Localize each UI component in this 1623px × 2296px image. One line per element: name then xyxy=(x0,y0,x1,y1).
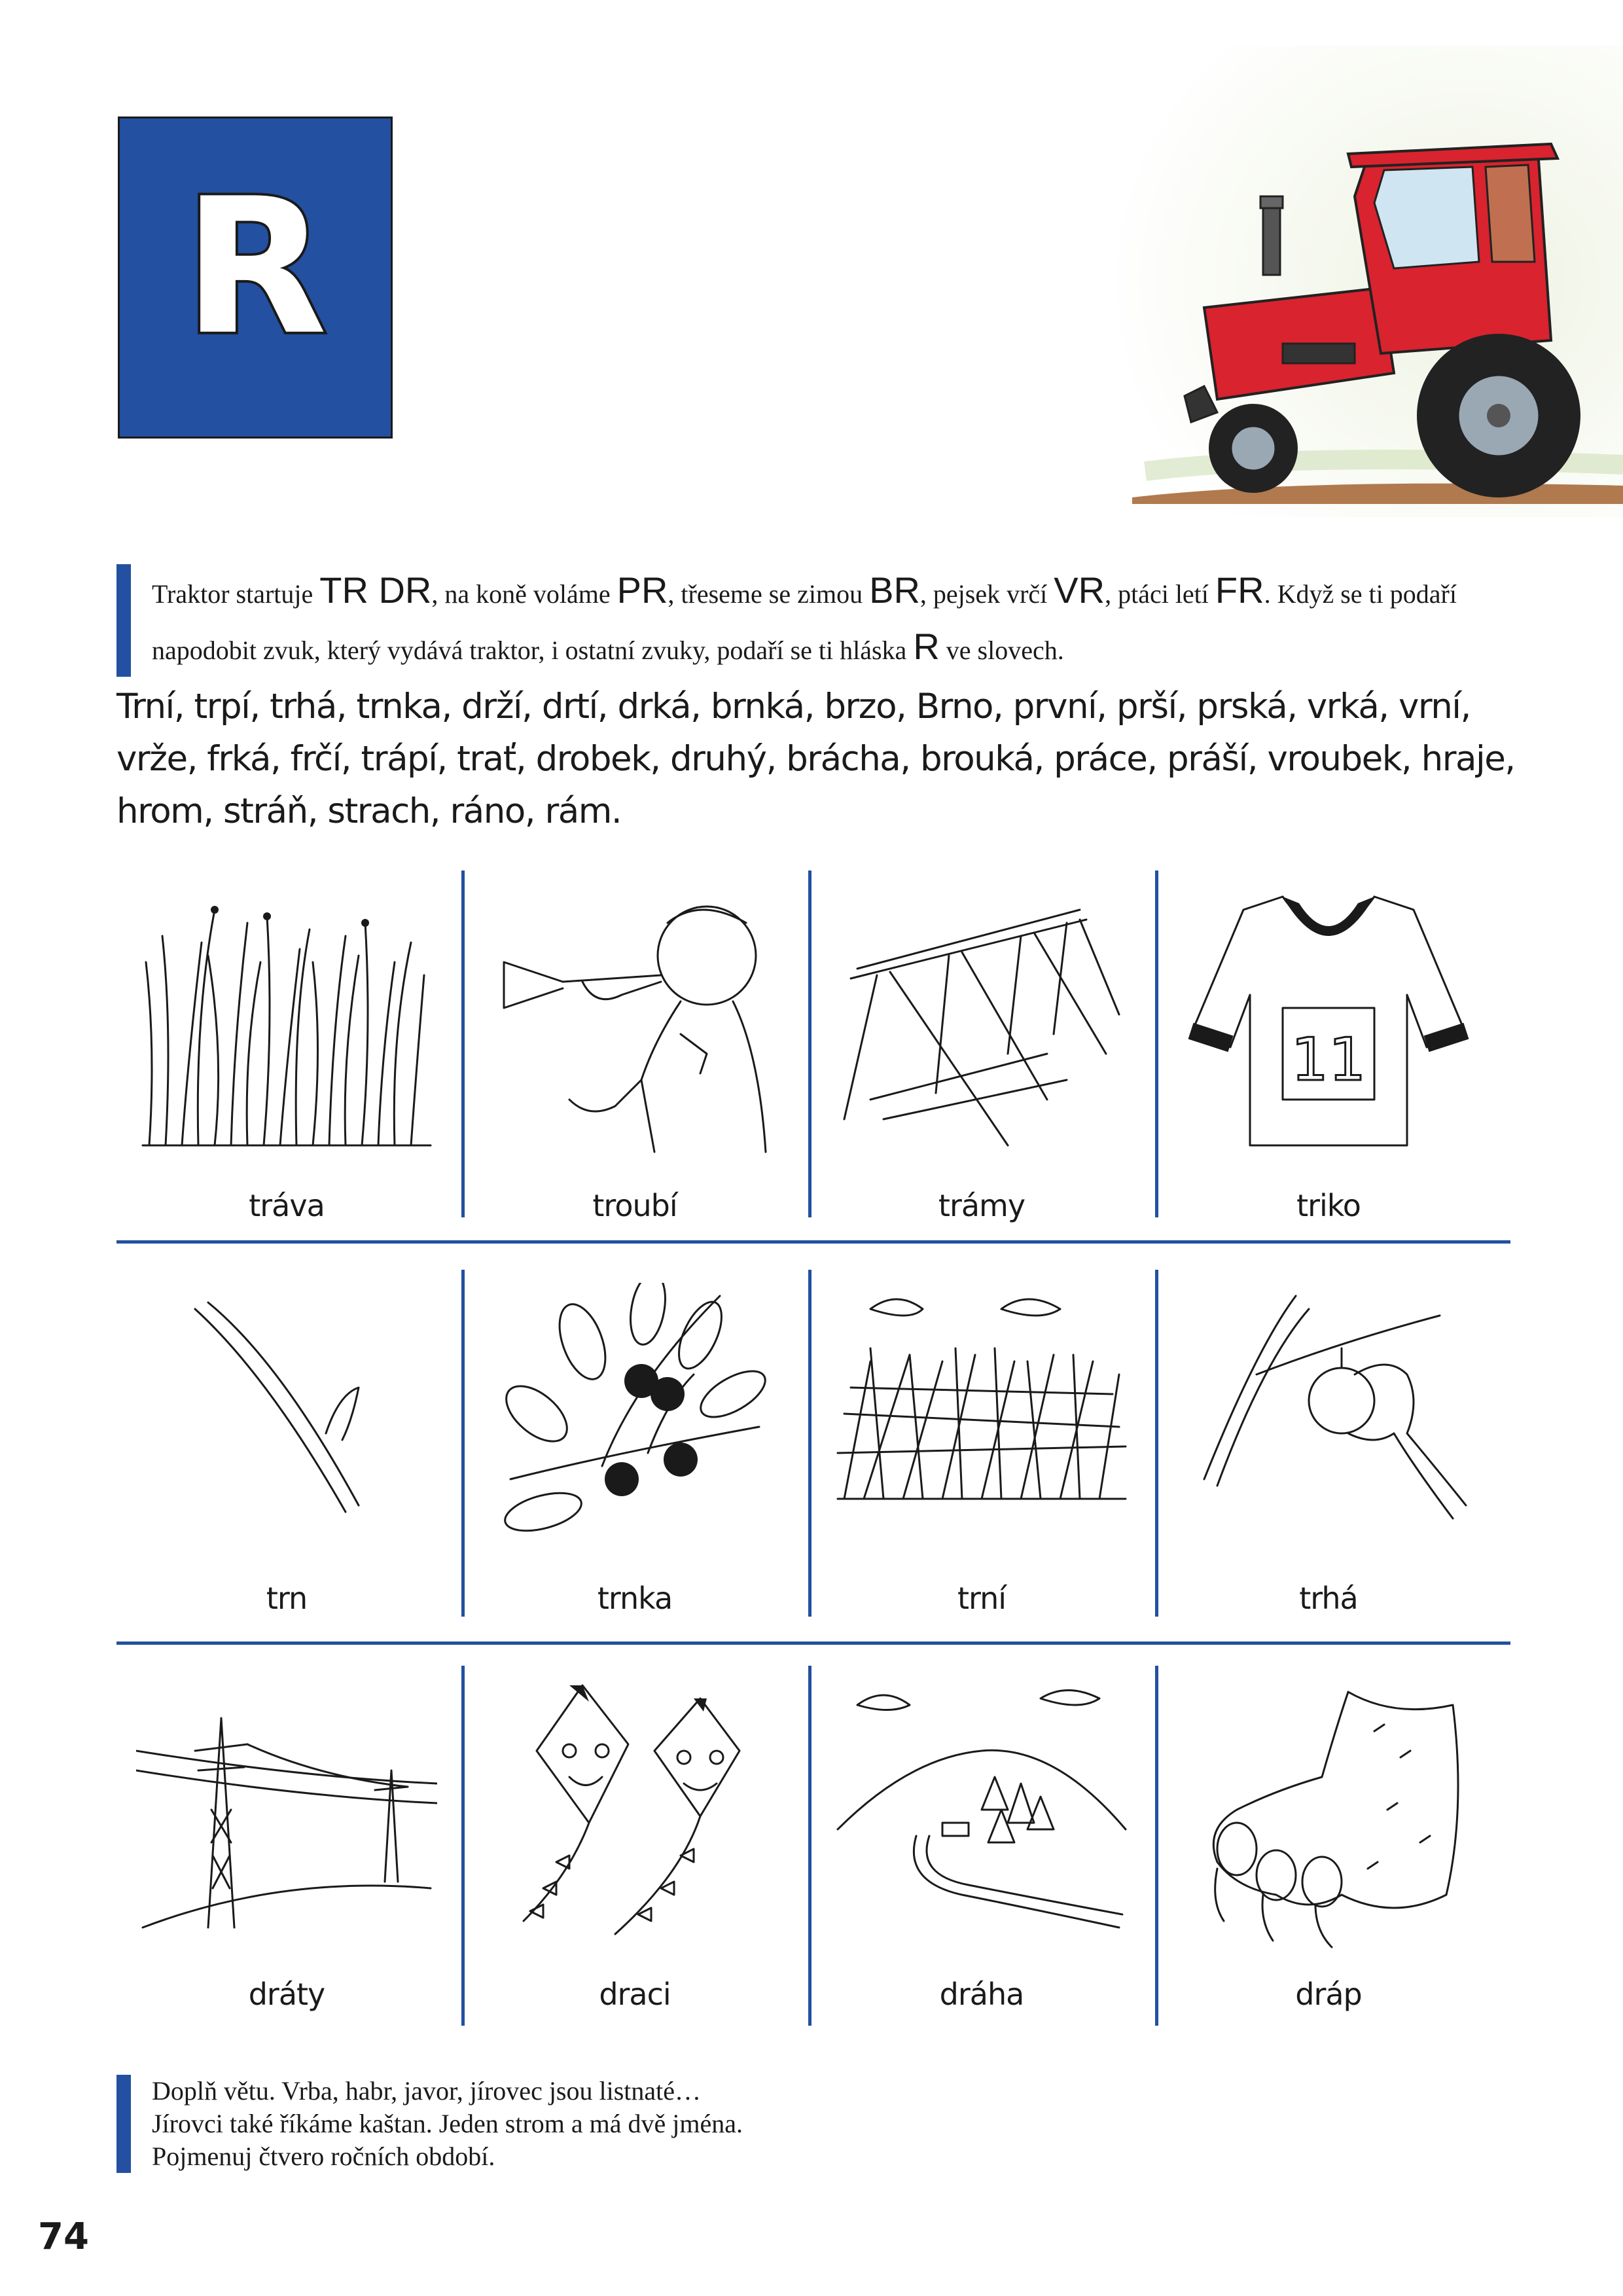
tractor-grille xyxy=(1283,344,1355,363)
cab-window xyxy=(1374,167,1479,268)
instruction-text-6: . Když se ti podaří napodobit zvuk, který vydává traktor, i ostatní zvuky, podaří se ti hláska xyxy=(152,579,1457,665)
beams-drawing xyxy=(831,884,1132,1158)
letter-heading-box xyxy=(118,117,393,439)
caption-draci: draci xyxy=(599,1977,671,2012)
picture-card-tramy xyxy=(812,870,1152,1240)
sound-vr: VR xyxy=(1054,569,1105,611)
picture-card-trni xyxy=(812,1270,1152,1640)
caption-draha: dráha xyxy=(939,1977,1024,2012)
svg-text:11: 11 xyxy=(1291,1026,1366,1094)
picture-card-trnka xyxy=(465,1270,805,1640)
caption-trava: tráva xyxy=(249,1188,325,1223)
caption-tramy: trámy xyxy=(938,1188,1026,1223)
grass-drawing xyxy=(136,884,437,1158)
caption-drap: dráp xyxy=(1295,1977,1362,2012)
picture-card-troubi xyxy=(465,870,805,1240)
blackthorn-drawing xyxy=(484,1283,785,1558)
practice-word-list: Trní, trpí, trhá, trnka, drží, drtí, drká, brnká, brzo, Brno, první, prší, prská, vrká, vrní, vrže, frká, frčí, trápí, trať, drobek, druhý, brácha, brouká, práce, práší, vroubek, hraje, hrom, stráň, strach, ráno, rám. xyxy=(116,687,1515,831)
caption-triko: triko xyxy=(1296,1188,1361,1223)
instruction-text-1: Traktor startuje xyxy=(152,579,320,609)
task-line-1: Doplň větu. Vrba, habr, javor, jírovec jsou listnaté… xyxy=(152,2076,702,2106)
picture-card-draci xyxy=(465,1666,805,2041)
sound-pr: PR xyxy=(616,569,668,611)
front-wheel-hub xyxy=(1231,426,1275,471)
picture-card-trha xyxy=(1158,1270,1499,1640)
exhaust-pipe xyxy=(1263,203,1280,275)
rear-wheel-axle xyxy=(1487,404,1510,427)
picture-card-draha xyxy=(812,1666,1152,2041)
picture-card-trn xyxy=(116,1270,457,1640)
picture-card-drap xyxy=(1158,1666,1499,2041)
caption-trnka: trnka xyxy=(597,1581,673,1616)
instruction-text-4: , pejsek vrčí xyxy=(919,579,1054,609)
picture-grid xyxy=(116,870,1510,2041)
power-lines-drawing xyxy=(136,1679,437,1954)
cab-seat xyxy=(1486,165,1535,262)
caption-trha: trhá xyxy=(1299,1581,1358,1616)
sound-tr-dr: TR DR xyxy=(319,569,432,611)
letter-heading xyxy=(120,118,391,437)
instruction-text-5: , ptáci letí xyxy=(1105,579,1215,609)
page-number: 74 xyxy=(38,2215,89,2258)
picking-apple-drawing xyxy=(1178,1283,1479,1558)
railway-landscape-drawing xyxy=(831,1679,1132,1954)
caption-trni: trní xyxy=(957,1581,1007,1616)
instruction-paragraph xyxy=(116,564,1552,677)
instruction-text-7: ve slovech. xyxy=(939,636,1064,665)
caption-troubi: troubí xyxy=(592,1188,677,1223)
divider xyxy=(116,1641,1510,1645)
caption-draty: dráty xyxy=(248,1977,325,2012)
thorn-branch-drawing xyxy=(136,1283,437,1558)
thicket-drawing xyxy=(831,1283,1132,1558)
divider xyxy=(116,1240,1510,1244)
task-line-3: Pojmenuj čtvero ročních období. xyxy=(152,2142,495,2171)
sound-br: BR xyxy=(869,569,920,611)
sound-r: R xyxy=(913,626,940,667)
caption-trn: trn xyxy=(266,1581,308,1616)
sound-fr: FR xyxy=(1215,569,1264,611)
task-line-2: Jírovci také říkáme kaštan. Jeden strom a má dvě jména. xyxy=(152,2109,743,2138)
picture-card-draty xyxy=(116,1666,457,2041)
picture-card-trava xyxy=(116,870,457,1240)
exhaust-cap xyxy=(1260,196,1283,208)
tshirt-drawing xyxy=(1178,884,1479,1158)
instruction-text-3: , třeseme se zimou xyxy=(668,579,870,609)
kites-drawing xyxy=(484,1679,785,1954)
trumpet-player-drawing xyxy=(484,884,785,1158)
letter-heading-text: R xyxy=(183,158,328,376)
tractor-illustration xyxy=(1106,46,1623,517)
task-paragraph xyxy=(116,2075,1552,2173)
picture-card-triko xyxy=(1158,870,1499,1240)
instruction-text-2: , na koně voláme xyxy=(431,579,617,609)
paw-claw-drawing xyxy=(1178,1679,1479,1954)
